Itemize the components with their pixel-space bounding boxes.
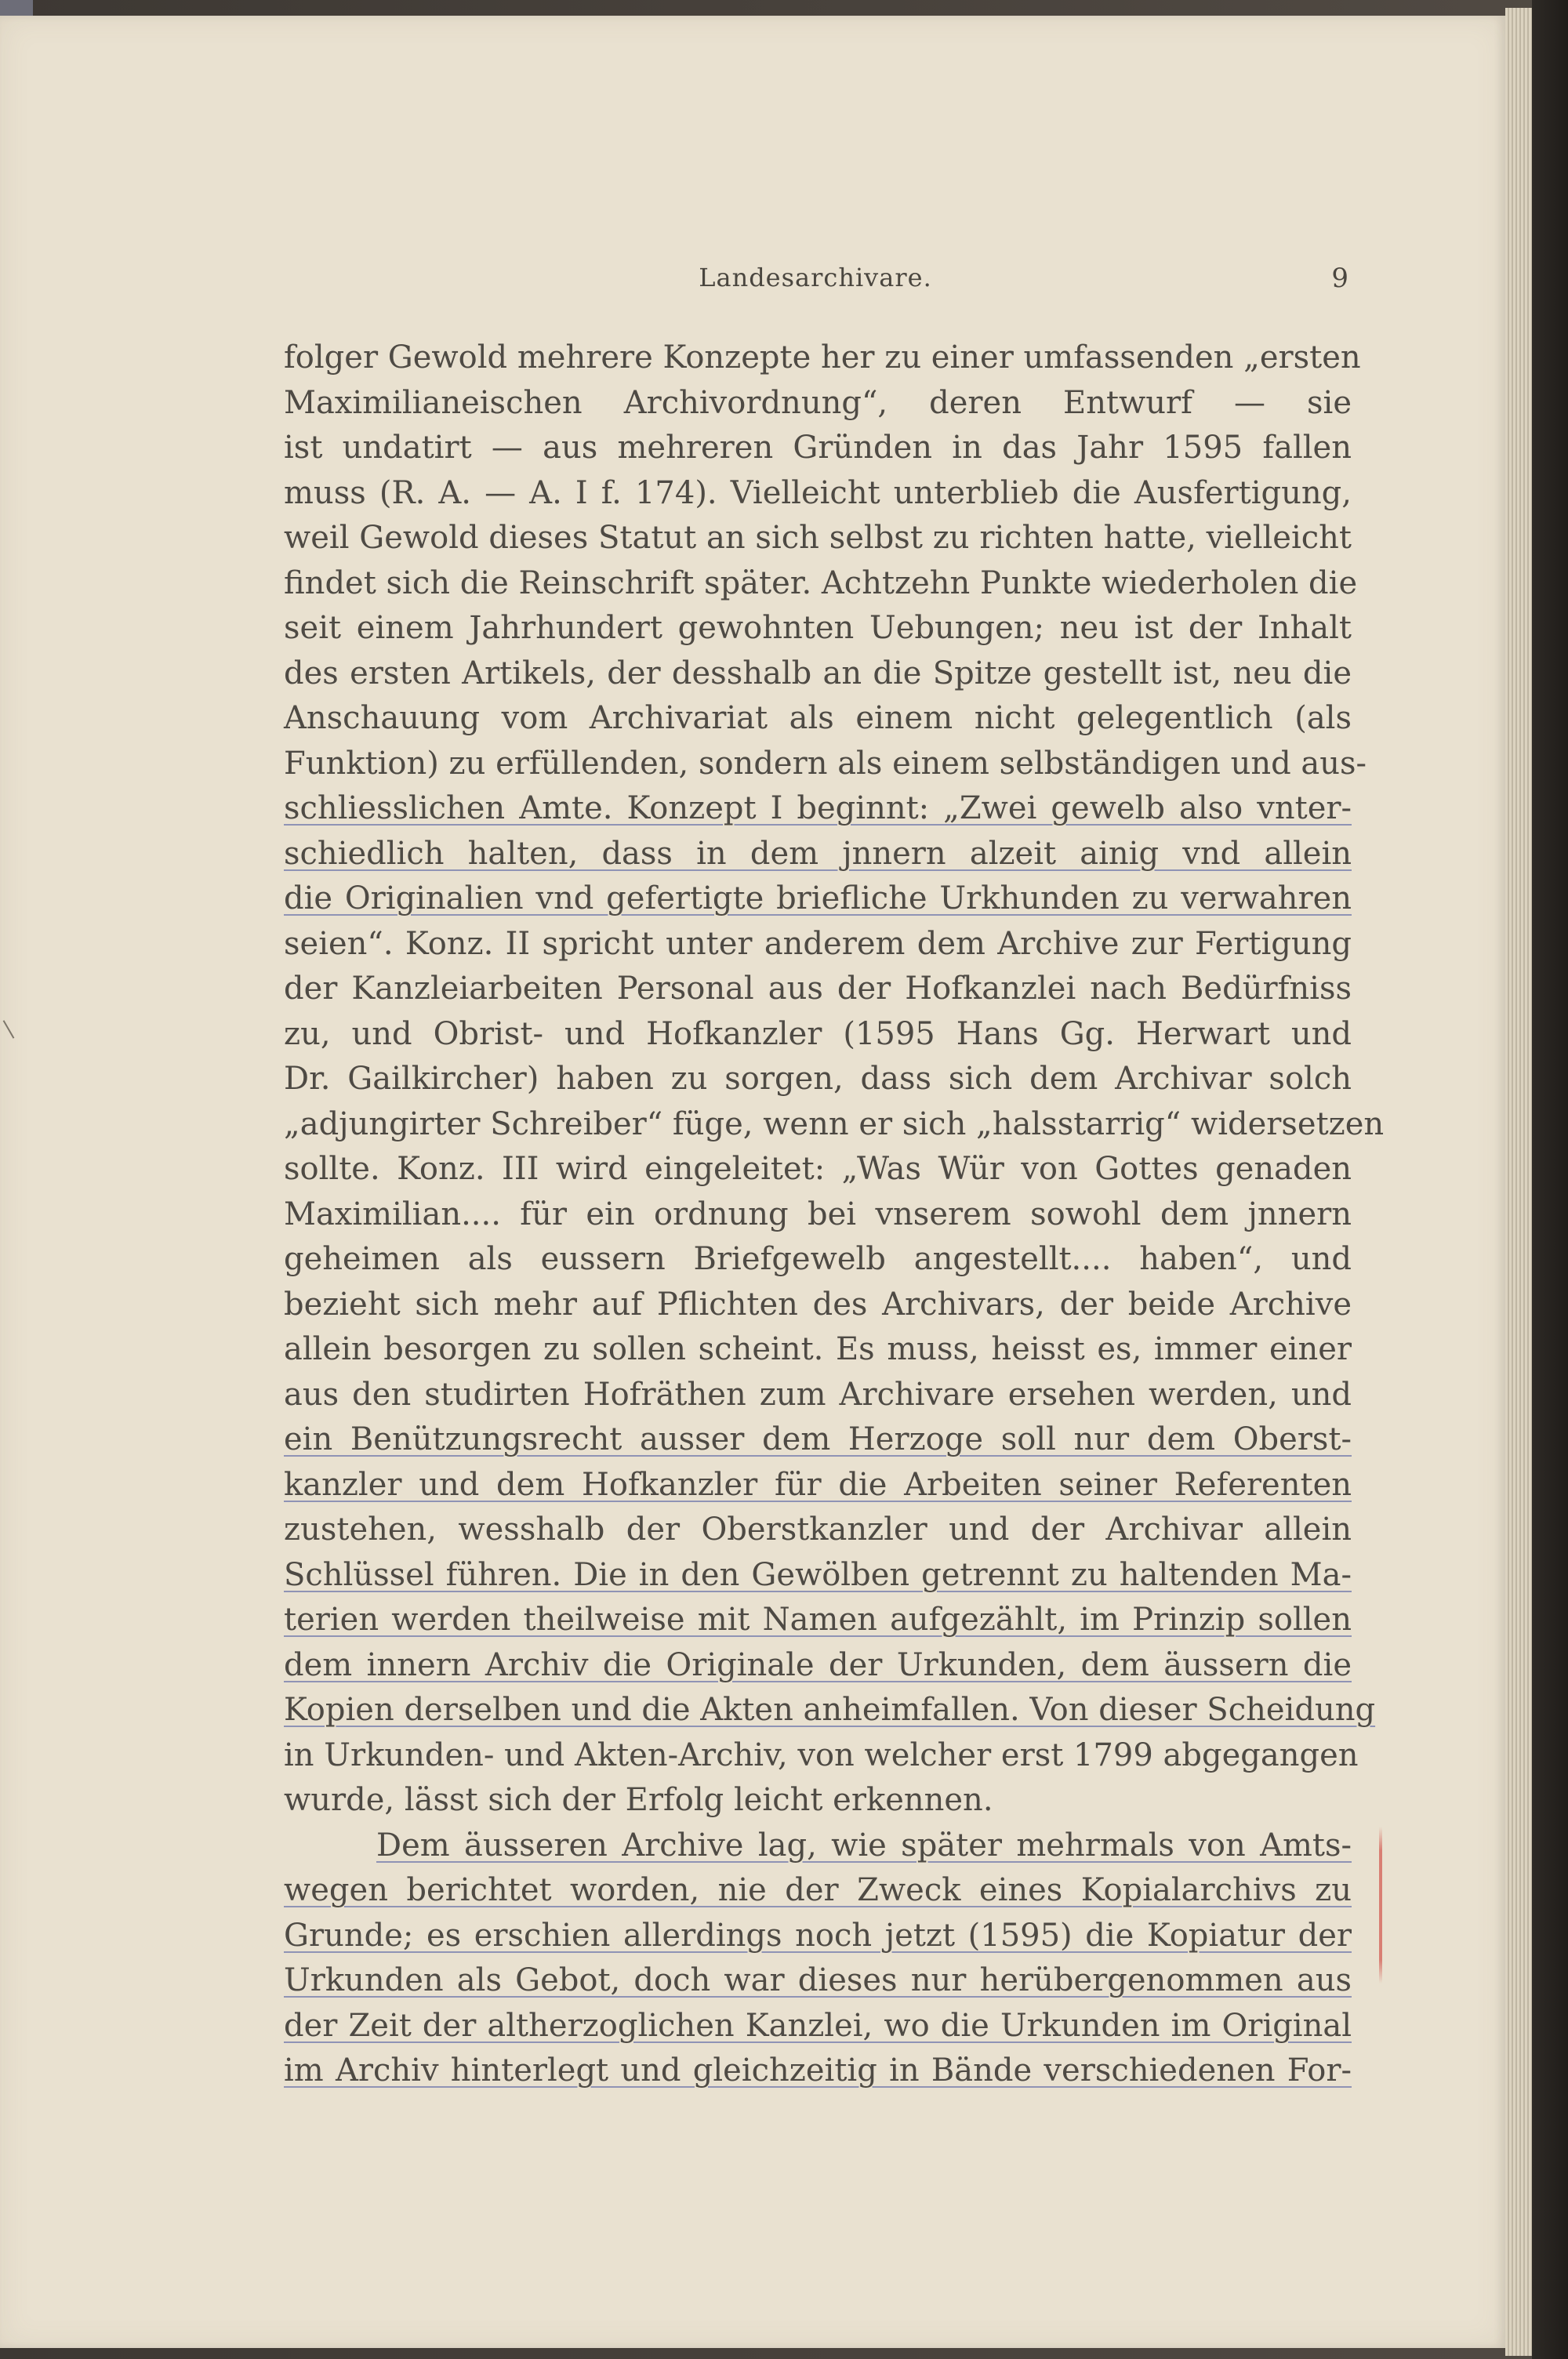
text-line: Anschauung vom Archivariat als einem nicht gelegentlich (als [284,700,1352,736]
book-binding [1532,0,1568,2359]
text-line-underlined: Urkunden als Gebot, doch war dieses nur herübergenommen aus [284,1962,1352,1998]
text-line: Funktion) zu erfüllenden, sondern als einem selbständigen und aus- [284,745,1367,782]
text-line-underlined: kanzler und dem Hofkanzler für die Arbeiten seiner Referenten [284,1466,1352,1503]
text-line-underlined: terien werden theilweise mit Namen aufgezählt, im Prinzip sollen [284,1602,1352,1638]
text-line: der Kanzleiarbeiten Personal aus der Hofkanzlei nach Bedürfniss [284,971,1352,1007]
text-line-underlined: ein Benützungsrecht ausser dem Herzoge soll nur dem Oberst- [284,1421,1352,1457]
running-title: Landesarchivare. [699,263,932,292]
text-line-underlined: schliesslichen Amte. Konzept I beginnt: „Zwei gewelb also vnter- [284,790,1352,826]
text-line: findet sich die Reinschrift später. Achtzehn Punkte wiederholen die [284,564,1358,601]
text-line-underlined: schiedlich halten, dass in dem jnnern alzeit ainig vnd allein [284,835,1352,872]
text-line: des ersten Artikels, der desshalb an die Spitze gestellt ist, neu die [284,655,1352,691]
text-line: zu, und Obrist- und Hofkanzler (1595 Hans Gg. Herwart und [284,1015,1352,1052]
red-margin-mark [1379,1827,1382,1983]
text-line-underlined: dem innern Archiv die Originale der Urkunden, dem äussern die [284,1646,1352,1683]
page-number: 9 [1331,263,1348,294]
text-line: Maximilian.... für ein ordnung bei vnserem sowohl dem jnnern [284,1196,1352,1232]
text-line: allein besorgen zu sollen scheint. Es muss, heisst es, immer einer [284,1331,1352,1367]
running-header [282,263,1348,302]
text-line-underlined: Schlüssel führen. Die in den Gewölben getrennt zu haltenden Ma- [284,1556,1352,1593]
text-line: in Urkunden- und Akten-Archiv, von welcher erst 1799 abgegangen [284,1737,1359,1773]
text-line-paragraph-end: wurde, lässt sich der Erfolg leicht erkennen. [284,1782,993,1818]
text-line: sollte. Konz. III wird eingeleitet: „Was Wür von Gottes genaden [284,1151,1352,1187]
text-line-underlined: Kopien derselben und die Akten anheimfallen. Von dieser Scheidung [284,1692,1376,1728]
text-line: ist undatirt — aus mehreren Gründen in das Jahr 1595 fallen [284,430,1352,466]
text-line-paragraph-start: Dem äusseren Archive lag, wie später mehrmals von Amts- [376,1827,1352,1864]
text-line: muss (R. A. — A. I f. 174). Vielleicht unterblieb die Ausfertigung, [284,474,1352,511]
text-line: seit einem Jahrhundert gewohnten Uebungen; neu ist der Inhalt [284,610,1352,646]
text-line: aus den studirten Hofräthen zum Archivare ersehen werden, und [284,1376,1352,1413]
body-text [284,336,1385,2094]
text-line-underlined: der Zeit der altherzoglichen Kanzlei, wo die Urkunden im Original [284,2007,1352,2044]
text-line: bezieht sich mehr auf Pflichten des Archivars, der beide Archive [284,1286,1352,1323]
text-line-underlined: wegen berichtet worden, nie der Zweck eines Kopialarchivs zu [284,1872,1352,1908]
text-line: Dr. Gailkircher) haben zu sorgen, dass sich dem Archivar solch [284,1061,1352,1097]
text-line: seien“. Konz. II spricht unter anderem dem Archive zur Fertigung [284,925,1352,962]
text-line: folger Gewold mehrere Konzepte her zu einer umfassenden „ersten [284,339,1361,376]
text-line: Maximilianeischen Archivordnung“, deren Entwurf — sie [284,384,1352,421]
text-line: weil Gewold dieses Statut an sich selbst zu richten hatte, vielleicht [284,520,1352,556]
text-line: geheimen als eussern Briefgewelb angestellt.... haben“, und [284,1241,1352,1277]
text-line-underlined: Grunde; es erschien allerdings noch jetzt (1595) die Kopiatur der [284,1917,1352,1954]
text-line: „adjungirter Schreiber“ füge, wenn er sich „halsstarrig“ widersetzen [284,1105,1385,1142]
text-line: zustehen, wesshalb der Oberstkanzler und der Archivar allein [284,1512,1352,1548]
page-edges [1505,8,1532,2356]
text-line-underlined: die Originalien vnd gefertigte briefliche Urkhunden zu verwahren [284,880,1352,916]
text-line-underlined: im Archiv hinterlegt und gleichzeitig in Bände verschiedenen For- [284,2052,1352,2089]
